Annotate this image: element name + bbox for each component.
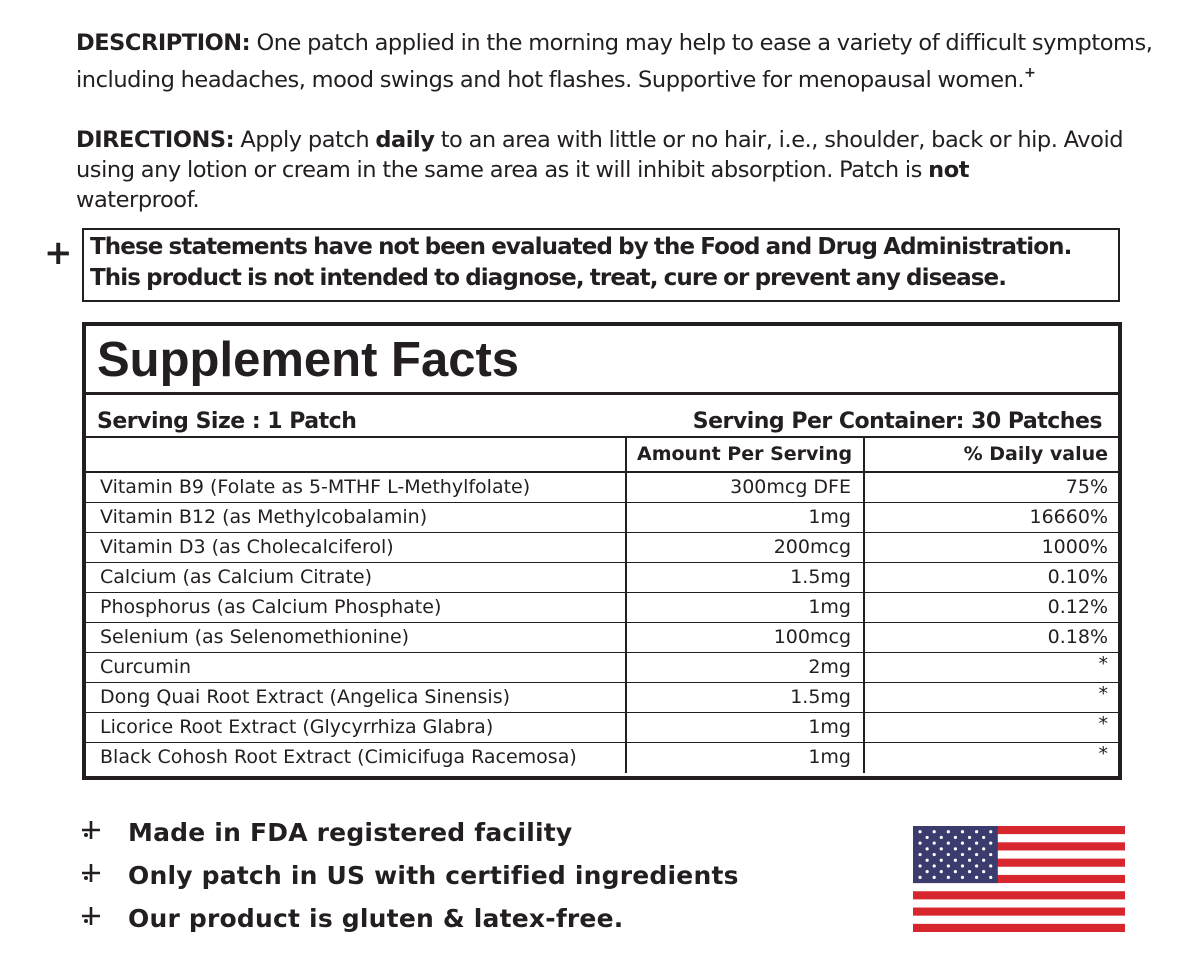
feature-text: Our product is gluten & latex-free. [128, 904, 624, 933]
servings-per-container: Serving Per Container: 30 Patches [692, 409, 1102, 434]
fda-disclaimer-text [90, 232, 1120, 294]
ingredient-name: Vitamin B9 (Folate as 5-MTHF L-Methylfolate) [100, 476, 531, 498]
ingredient-amount: 1mg [626, 593, 864, 623]
flag-star [961, 830, 964, 833]
ingredient-daily-value: * [864, 743, 1118, 773]
flag-star [954, 836, 957, 839]
flag-star [926, 870, 929, 873]
directions-text-3: waterproof. [76, 187, 200, 213]
flag-stripe [913, 891, 1125, 899]
ingredient-amount: 1.5mg [626, 563, 864, 593]
table-row [86, 653, 1118, 683]
flag-star [975, 842, 978, 845]
feature-text: Only patch in US with certified ingredients [128, 861, 739, 890]
fda-disclaimer-line-1: These statements have not been evaluated by the Food and Drug Administration. [90, 234, 1072, 260]
flag-star [975, 876, 978, 879]
ingredient-daily-value: * [864, 713, 1118, 743]
flag-star [947, 853, 950, 856]
table-row [86, 713, 1118, 743]
table-row [86, 683, 1118, 713]
ingredient-amount: 1mg [626, 503, 864, 533]
flag-star [926, 847, 929, 850]
ingredient-name: Dong Quai Root Extract (Angelica Sinensis) [86, 683, 626, 713]
flag-stripe [913, 908, 1125, 916]
directions-text-2: to an area with little or no hair, i.e., shoulder, back or hip. Avoid using any lotion or cream in the same area as it will inhibit absorption. Patch is [76, 127, 1124, 183]
title-divider [86, 392, 1118, 395]
column-header-amount: Amount Per Serving [626, 438, 864, 472]
feature-item [76, 816, 572, 850]
flag-star [947, 876, 950, 879]
ingredient-name: Phosphorus (as Calcium Phosphate) [86, 593, 626, 623]
flag-star [989, 853, 992, 856]
ingredient-amount: 1.5mg [626, 683, 864, 713]
flag-star [918, 842, 921, 845]
flag-star [918, 876, 921, 879]
flag-stripe [913, 924, 1125, 932]
flag-star [961, 864, 964, 867]
directions-bold-not: not [928, 157, 970, 183]
flag-star [968, 847, 971, 850]
ingredient-amount: 100mcg [626, 623, 864, 653]
table-row [86, 472, 1118, 503]
ingredient-amount: 200mcg [626, 533, 864, 563]
plus-dot-icon [76, 902, 128, 936]
table-header-row [86, 438, 1118, 472]
flag-star [947, 864, 950, 867]
flag-star [968, 859, 971, 862]
flag-star [926, 859, 929, 862]
flag-star [975, 853, 978, 856]
serving-size: Serving Size : 1 Patch [97, 409, 357, 434]
flag-star [954, 870, 957, 873]
flag-stripe [913, 916, 1125, 924]
ingredient-name: Black Cohosh Root Extract (Cimicifuga Racemosa) [86, 743, 626, 773]
flag-star [947, 830, 950, 833]
flag-star [918, 864, 921, 867]
table-row [86, 533, 1118, 563]
flag-star [918, 830, 921, 833]
ingredient-daily-value: * [864, 683, 1118, 713]
directions-paragraph [76, 125, 1176, 215]
ingredient-amount: 300mcg DFE [626, 472, 864, 503]
us-flag-icon [913, 826, 1125, 932]
ingredient-amount: 1mg [626, 743, 864, 773]
ingredient-daily-value: 75% [864, 472, 1118, 503]
flag-star [982, 859, 985, 862]
flag-star [982, 847, 985, 850]
table-row [86, 593, 1118, 623]
ingredient-amount: 1mg [626, 713, 864, 743]
fda-footnote-mark: + [44, 233, 73, 273]
flag-star [961, 853, 964, 856]
table-body [86, 472, 1118, 773]
ingredient-daily-value: * [864, 653, 1118, 683]
flag-star [933, 830, 936, 833]
flag-star [933, 853, 936, 856]
flag-star [926, 836, 929, 839]
feature-item [76, 859, 739, 893]
column-header-daily-value: % Daily value [864, 438, 1118, 472]
ingredient-name: Calcium (as Calcium Citrate) [86, 563, 626, 593]
flag-star [940, 870, 943, 873]
flag-star [989, 864, 992, 867]
feature-item [76, 902, 623, 936]
table-row [86, 623, 1118, 653]
table-row [86, 563, 1118, 593]
flag-star [982, 870, 985, 873]
directions-bold-daily: daily [375, 127, 435, 153]
flag-star [975, 830, 978, 833]
flag-star [982, 836, 985, 839]
flag-star [954, 847, 957, 850]
supplement-facts-table [86, 438, 1118, 773]
plus-dot-icon [76, 859, 128, 893]
plus-dot-icon [76, 816, 128, 850]
table-row [86, 743, 1118, 773]
ingredient-name: Selenium (as Selenomethionine) [86, 623, 626, 653]
table-row [86, 503, 1118, 533]
ingredient-daily-value: 0.10% [864, 563, 1118, 593]
flag-star [933, 864, 936, 867]
flag-star [968, 836, 971, 839]
fda-disclaimer-line-2: This product is not intended to diagnose, treat, cure or prevent any disease. [90, 265, 1007, 291]
description-label: DESCRIPTION: [76, 30, 251, 56]
column-header-ingredient [86, 438, 626, 472]
feature-text: Made in FDA registered facility [128, 818, 573, 847]
ingredient-amount: 2mg [626, 653, 864, 683]
directions-label: DIRECTIONS: [76, 127, 235, 153]
flag-star [933, 842, 936, 845]
flag-star [918, 853, 921, 856]
flag-star [947, 842, 950, 845]
flag-star [968, 870, 971, 873]
ingredient-daily-value: 0.12% [864, 593, 1118, 623]
flag-star [975, 864, 978, 867]
ingredient-name: Vitamin D3 (as Cholecalciferol) [86, 533, 626, 563]
flag-star [954, 859, 957, 862]
description-paragraph [76, 28, 1176, 95]
flag-star [940, 859, 943, 862]
ingredient-daily-value: 16660% [864, 503, 1118, 533]
ingredient-name: Licorice Root Extract (Glycyrrhiza Glabra) [86, 713, 626, 743]
ingredient-daily-value: 1000% [864, 533, 1118, 563]
flag-star [940, 836, 943, 839]
flag-canton [913, 826, 998, 883]
ingredient-daily-value: 0.18% [864, 623, 1118, 653]
flag-stripe [913, 883, 1125, 891]
directions-text-1: Apply patch [240, 127, 370, 153]
flag-star [961, 876, 964, 879]
description-footnote-mark: + [1024, 65, 1036, 81]
flag-star [989, 830, 992, 833]
flag-star [933, 876, 936, 879]
ingredient-name: Vitamin B12 (as Methylcobalamin) [86, 503, 626, 533]
description-text: One patch applied in the morning may help to ease a variety of difficult symptoms, including headaches, mood swings and hot flashes. Supportive for menopausal women. [76, 30, 1153, 93]
flag-star [989, 876, 992, 879]
flag-star [989, 842, 992, 845]
flag-star [961, 842, 964, 845]
ingredient-name: Curcumin [86, 653, 626, 683]
flag-star [940, 847, 943, 850]
supplement-facts-title: Supplement Facts [97, 333, 520, 387]
flag-stripe [913, 899, 1125, 907]
